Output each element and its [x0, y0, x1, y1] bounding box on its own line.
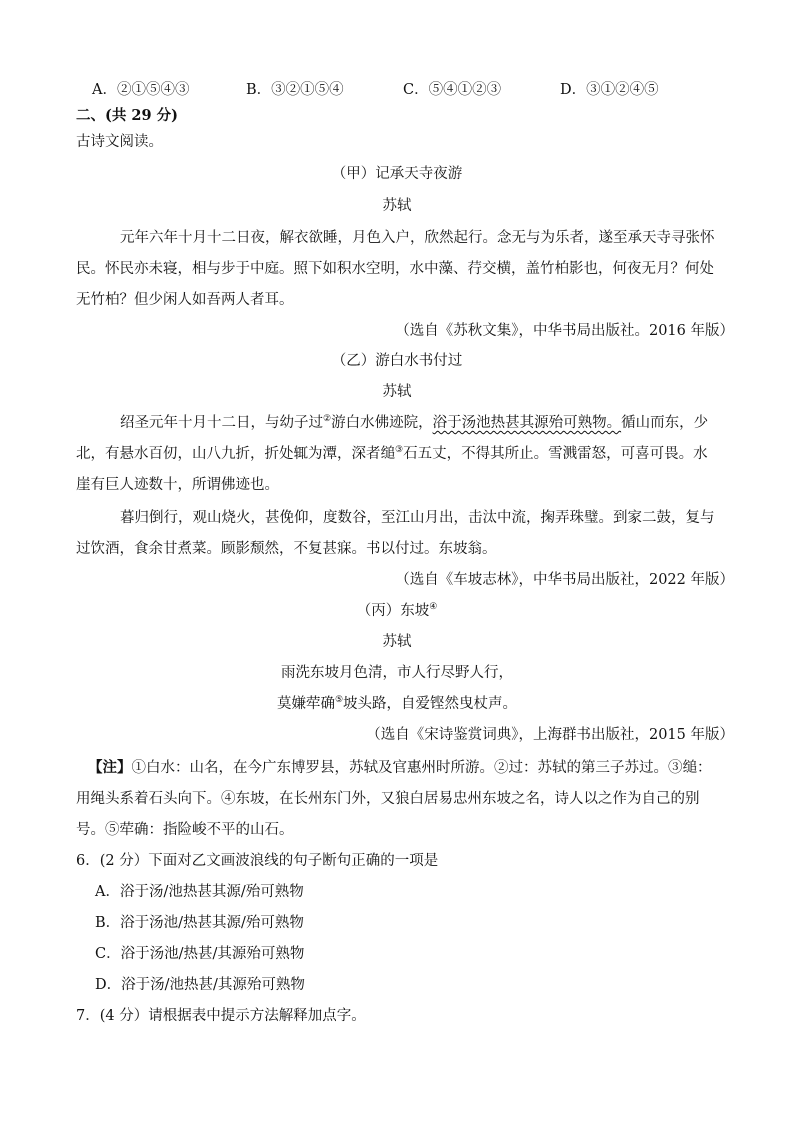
- option-label: C．: [403, 82, 429, 98]
- q6-option-c: C．浴于汤池/热甚/其源殆可熟物: [95, 946, 305, 962]
- bing-source: （选自《宋诗鉴赏词典》，上海群书出版社，2015 年版）: [366, 727, 734, 743]
- wavy-underlined-sentence: 浴于汤池热甚其源殆可熟物。: [432, 415, 622, 431]
- yi-line-2-before: 北，有悬水百仞，山八九折，折处辄为潭，深者缒: [76, 446, 395, 462]
- notes-line-1-text: ①白水：山名，在今广东博罗县，苏轼及官惠州时所游。②过：苏轼的第三子苏过。③缒：: [131, 760, 712, 776]
- footnote-mark-4: ④: [429, 602, 438, 613]
- option-label: B．: [246, 82, 272, 98]
- yi-line-1: [120, 413, 708, 433]
- yi-line-1-mid: 游白水佛迹院，: [331, 415, 433, 431]
- yi-line-5: 过饮酒，食余甘煮菜。顾影颓然，不复甚寐。书以付过。东坡翁。: [76, 541, 497, 557]
- bing-line-2-before: 莫嫌荦确: [276, 696, 335, 712]
- jia-source: （选自《苏秋文集》，中华书局出版社。2016 年版）: [395, 323, 734, 339]
- option-label: D．: [560, 82, 587, 98]
- footnote-mark-3: ③: [395, 445, 404, 456]
- option-label: A．: [92, 82, 117, 98]
- q5-option-a: [92, 80, 189, 100]
- option-value: ③①②④⑤: [586, 82, 659, 98]
- notes-label: 【注】: [88, 759, 132, 776]
- yi-line-1-before: 绍圣元年十月十二日，与幼子过: [120, 415, 323, 431]
- jia-line-1: 元年六年十月十二日夜，解衣欲睡，月色入户，欣然起行。念无与为乐者，遂至承天寺寻张怀: [120, 230, 715, 246]
- jia-line-2: 民。怀民亦未寝，相与步于中庭。照下如积水空明，水中藻、荇交横，盖竹柏影也，何夜无月？何处: [76, 261, 714, 277]
- jia-title: （甲）记承天寺夜游: [331, 166, 463, 182]
- q6-option-b: B．浴于汤池/热甚其源/殆可熟物: [95, 915, 304, 931]
- footnote-mark-5: ⑤: [334, 695, 344, 706]
- notes-line-3: 号。⑤荦确：指险峻不平的山石。: [76, 822, 294, 838]
- yi-line-4: 暮归倒行，观山烧火，甚俛仰，度数谷，至江山月出，击汰中流，掬弄珠璧。到家二鼓，复与: [120, 510, 715, 526]
- yi-line-2: [76, 444, 708, 464]
- notes-line-2: 用绳头系着石头向下。④东坡，在长州东门外，又狼白居易忠州东坡之名，诗人以之作为自己的别: [76, 791, 700, 807]
- yi-title: （乙）游白水书付过: [331, 353, 463, 369]
- q7-stem: 7．(4 分）请根据表中提示方法解释加点字。: [76, 1008, 366, 1024]
- yi-author: 苏轼: [382, 384, 412, 400]
- notes-line-1: [88, 758, 712, 778]
- q6-option-d: D．浴于汤/池热甚/其源殆可熟物: [95, 977, 305, 993]
- q5-option-d: [560, 80, 659, 100]
- yi-line-3: 崖有巨人迹数十，所谓佛迹也。: [76, 477, 279, 493]
- q5-option-b: [246, 80, 344, 100]
- jia-line-3: 无竹柏？但少闲人如吾两人者耳。: [76, 292, 294, 308]
- option-value: ③②①⑤④: [271, 82, 344, 98]
- footnote-mark-2: ②: [323, 414, 332, 425]
- section-instruction: 古诗文阅读。: [76, 134, 163, 150]
- bing-title-text: （丙）东坡: [356, 603, 430, 619]
- bing-poem-line-2: [0, 694, 794, 714]
- section-heading: 二、(共 29 分): [76, 107, 178, 124]
- option-value: ⑤④①②③: [428, 82, 502, 98]
- q6-option-a: A．浴于汤/池热甚其源/殆可熟物: [95, 884, 304, 900]
- yi-source: （选自《车坡志林》，中华书局出版社，2022 年版）: [395, 572, 734, 588]
- q5-option-c: [403, 80, 501, 100]
- bing-poem-line-1: 雨洗东坡月色清，市人行尽野人行，: [281, 665, 513, 681]
- yi-line-1-after: 循山而东，少: [621, 415, 709, 431]
- bing-author: 苏轼: [382, 634, 412, 650]
- option-value: ②①⑤④③: [116, 82, 190, 98]
- yi-line-2-after: 石五丈，不得其所止。雪溅雷怒，可喜可畏。水: [403, 446, 708, 462]
- bing-line-2-after: 坡头路，自爱铿然曳杖声。: [343, 696, 518, 712]
- bing-title: [0, 601, 794, 621]
- q6-stem: 6．(2 分）下面对乙文画波浪线的句子断句正确的一项是: [76, 853, 439, 869]
- jia-author: 苏轼: [382, 198, 412, 214]
